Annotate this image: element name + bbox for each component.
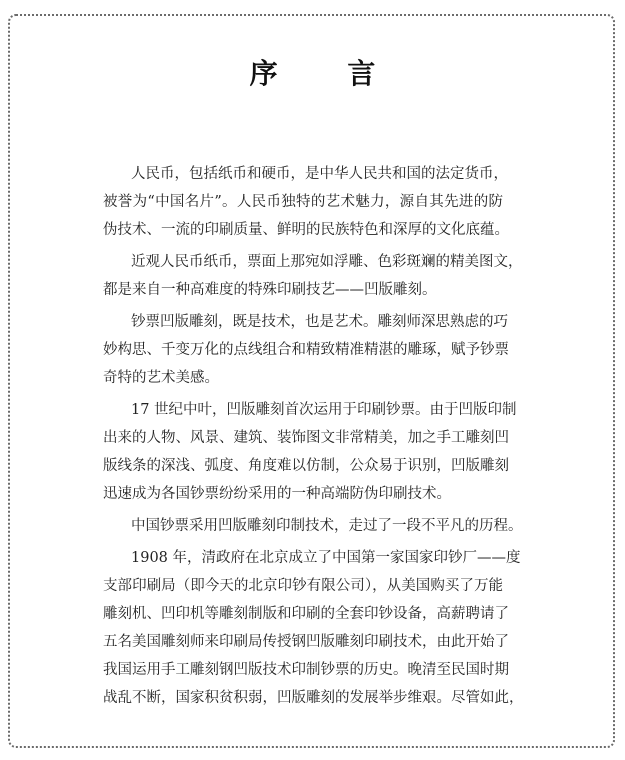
paragraph xyxy=(103,396,517,508)
paragraph xyxy=(103,512,523,540)
paragraph xyxy=(103,544,524,712)
text-line: 钞票凹版雕刻，既是技术，也是艺术。雕刻师深思熟虑的巧 xyxy=(131,314,508,330)
page-title: 序 言 xyxy=(249,57,406,90)
text-line: 支部印刷局（即今天的北京印钞有限公司），从美国购买了万能 xyxy=(103,578,503,594)
text-line: 出来的人物、风景、建筑、装饰图文非常精美，加之手工雕刻凹 xyxy=(103,430,509,446)
text-line: 伪技术、一流的印刷质量、鲜明的民族特色和深厚的文化底蕴。 xyxy=(103,222,509,238)
text-line: 人民币，包括纸币和硬币，是中华人民共和国的法定货币， xyxy=(131,166,508,182)
text-line: 1908 年，清政府在北京成立了中国第一家国家印钞厂——度 xyxy=(131,550,521,566)
paragraph xyxy=(103,248,523,304)
text-line: 迅速成为各国钞票纷纷采用的一种高端防伪印刷技术。 xyxy=(103,486,451,502)
paragraph xyxy=(103,160,509,244)
text-line: 奇特的艺术美感。 xyxy=(103,370,219,386)
text-line: 17 世纪中叶，凹版雕刻首次运用于印刷钞票。由于凹版印制 xyxy=(131,402,517,418)
text-line: 雕刻机、凹印机等雕刻制版和印刷的全套印钞设备，高薪聘请了 xyxy=(103,606,509,622)
text-line: 妙构思、千变万化的点线组合和精致精准精湛的雕琢，赋予钞票 xyxy=(103,342,509,358)
text-line: 版线条的深浅、弧度、角度难以仿制，公众易于识别，凹版雕刻 xyxy=(103,458,509,474)
text-line: 我国运用手工雕刻钢凹版技术印制钞票的历史。晚清至民国时期 xyxy=(103,662,509,678)
text-line: 中国钞票采用凹版雕刻印制技术，走过了一段不平凡的历程。 xyxy=(131,518,523,534)
preface-body xyxy=(103,160,524,716)
text-line: 近观人民币纸币，票面上那宛如浮雕、色彩斑斓的精美图文， xyxy=(131,254,523,270)
text-line: 战乱不断，国家积贫积弱，凹版雕刻的发展举步维艰。尽管如此， xyxy=(103,690,524,706)
paragraph xyxy=(103,308,509,392)
text-line: 都是来自一种高难度的特殊印刷技艺——凹版雕刻。 xyxy=(103,282,437,298)
text-line: 被誉为“中国名片”。人民币独特的艺术魅力，源自其先进的防 xyxy=(103,194,503,210)
text-line: 五名美国雕刻师来印刷局传授钢凹版雕刻印刷技术，由此开始了 xyxy=(103,634,509,650)
